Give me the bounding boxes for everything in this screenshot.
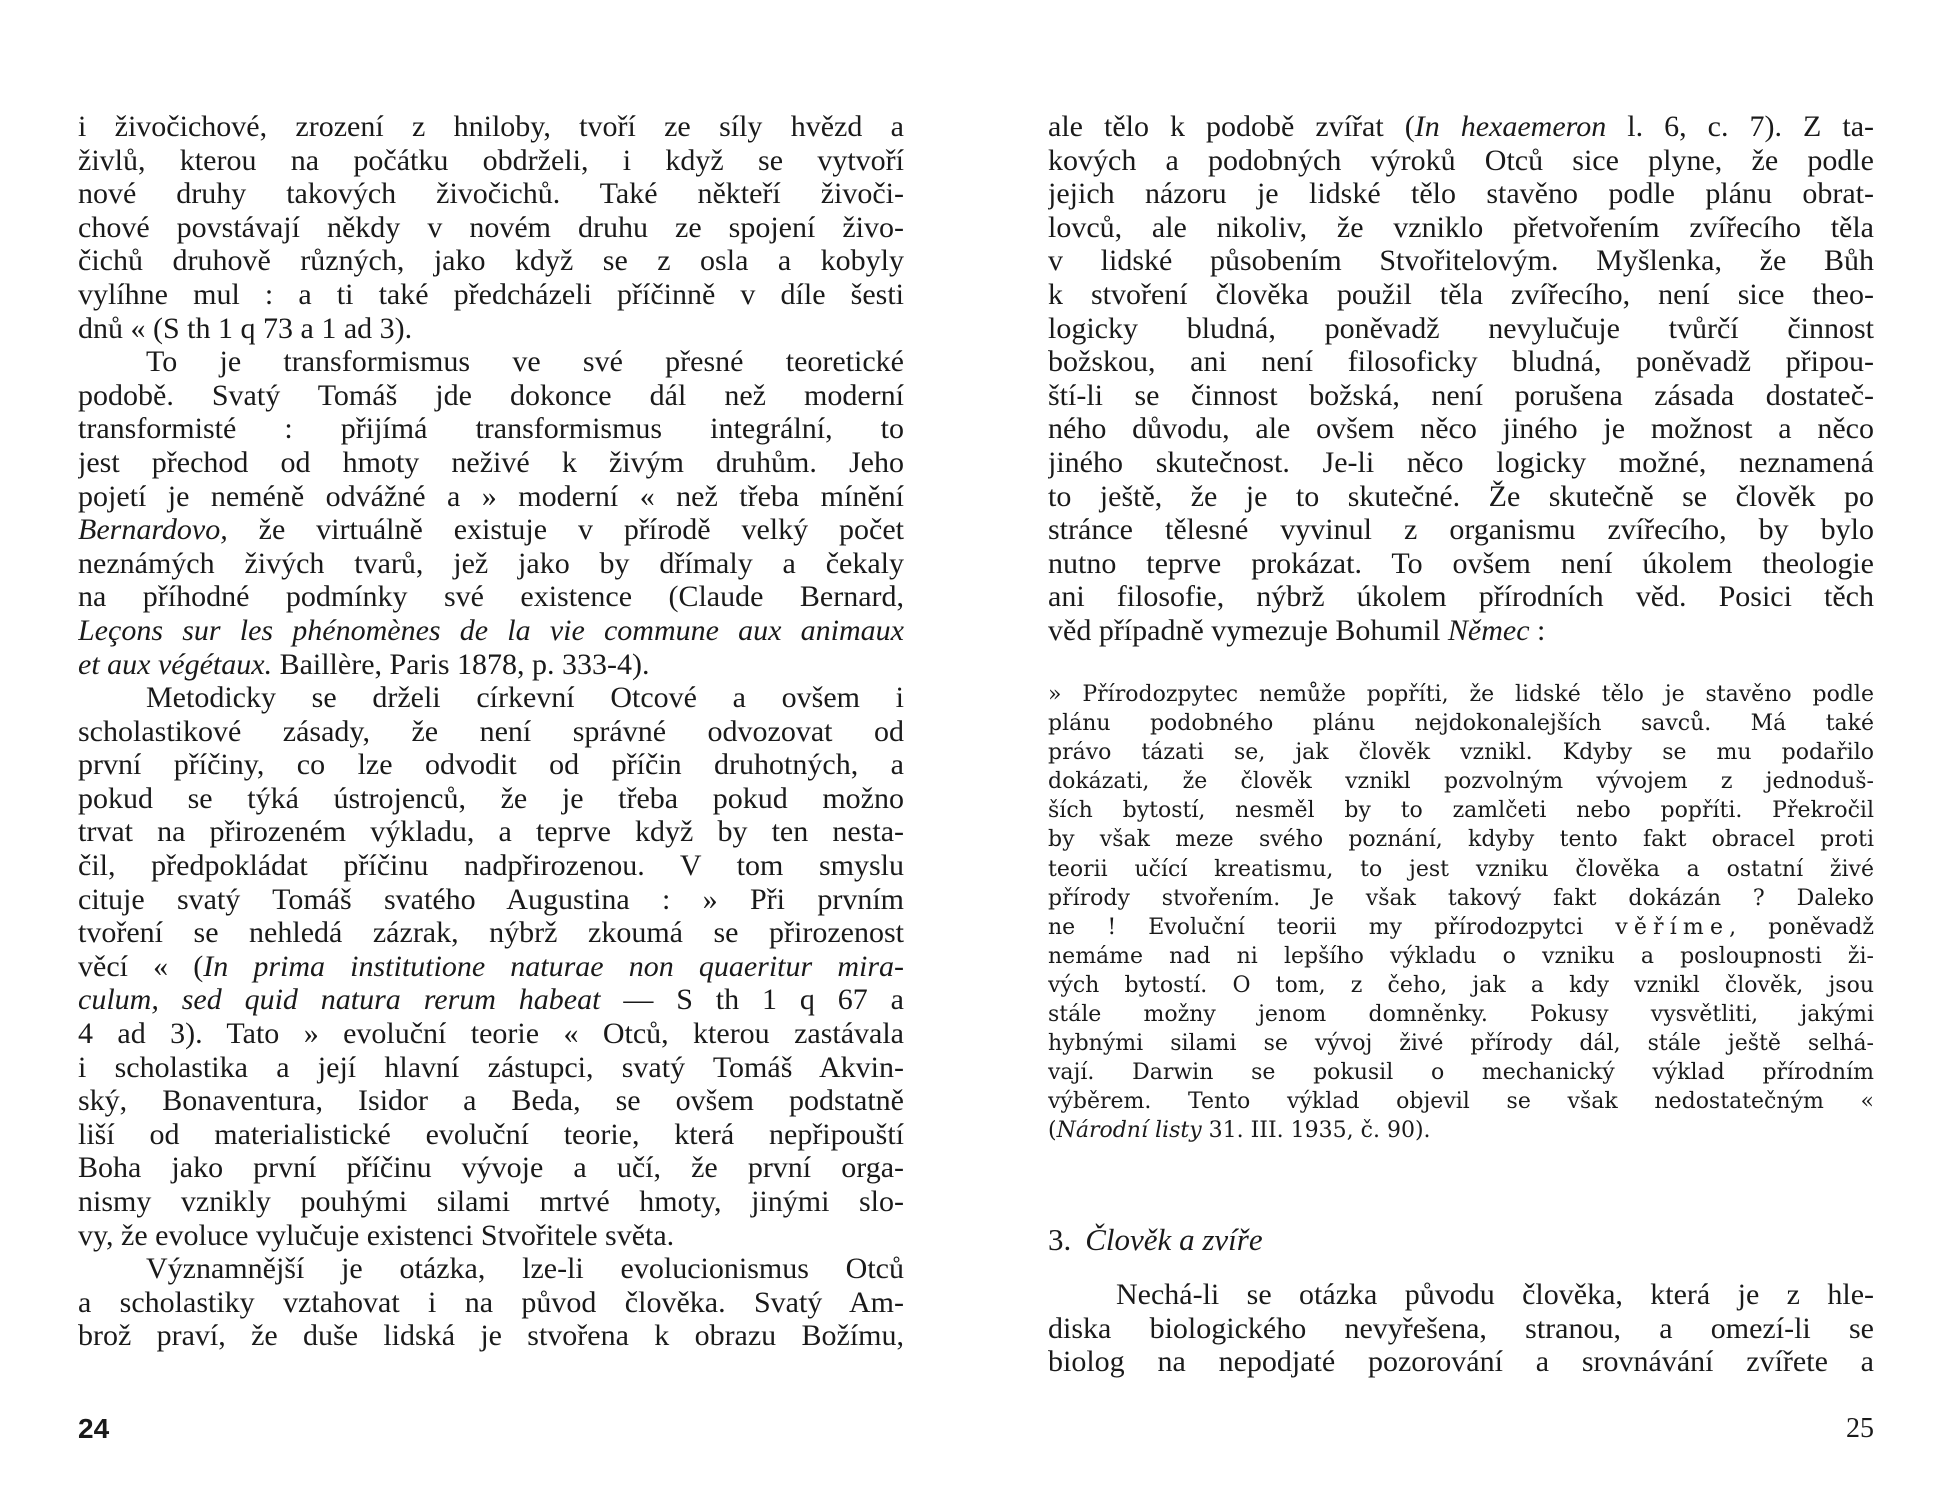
text-run: věcí « ( — [78, 949, 204, 983]
text-line — [78, 244, 904, 278]
text-line — [78, 446, 904, 480]
nemec-quotation — [1048, 680, 1874, 1146]
text-run: Metodicky se drželi církevní Otcové a ovšem i — [146, 681, 904, 715]
text-line — [1048, 412, 1874, 446]
text-line — [78, 144, 904, 178]
text-line — [78, 345, 904, 379]
text-run: jiného skutečnost. Je-li něco logicky možné, neznamená — [1048, 445, 1874, 479]
text-line — [78, 1319, 904, 1353]
text-run: Významnější je otázka, lze-li evolucionismus Otců — [146, 1252, 904, 1286]
text-line — [78, 1252, 904, 1286]
text-run: ale tělo k podobě zvířat ( — [1048, 110, 1415, 143]
text-line — [78, 1185, 904, 1219]
text-run: ( — [1048, 1118, 1057, 1144]
text-run: přírody stvořením. Je však takový fakt dokázán ? Daleko — [1048, 885, 1874, 911]
text-run: nutno teprve prokázat. To ovšem není úkolem theologie — [1048, 546, 1874, 580]
text-line — [1048, 446, 1874, 480]
text-line — [78, 1051, 904, 1085]
text-run: nové druhy takových živočichů. Také někteří živoči- — [78, 177, 904, 211]
text-line — [78, 211, 904, 245]
text-run: lovců, ale nikoliv, že vzniklo přetvořením zvířecího těla — [1048, 210, 1874, 244]
text-run: dnů « (S th 1 q 73 a 1 ad 3). — [78, 311, 413, 345]
text-line — [78, 748, 904, 782]
text-line — [1048, 971, 1874, 1000]
italic-text: Němec — [1447, 613, 1530, 647]
text-line — [78, 547, 904, 581]
text-run: : — [1529, 613, 1546, 647]
text-line — [78, 715, 904, 749]
text-line — [78, 110, 904, 144]
text-line — [1048, 767, 1874, 796]
text-line — [78, 513, 904, 547]
text-line — [1048, 709, 1874, 738]
text-run: chové povstávají někdy v novém druhu ze spojení živo- — [78, 210, 904, 244]
text-run: jest přechod od hmoty neživé k živým druhům. Jeho — [78, 445, 904, 479]
text-run: v lidské působením Stvořitelovým. Myšlenka, že Bůh — [1048, 244, 1874, 278]
text-line — [78, 916, 904, 950]
text-line — [1048, 1345, 1874, 1379]
text-run: Baillère, Paris 1878, p. 333-4). — [272, 647, 650, 681]
text-line — [78, 412, 904, 446]
text-run: a scholastiky vztahovat i na původ člověka. Svatý Am- — [78, 1285, 904, 1319]
text-line — [1048, 1029, 1874, 1058]
text-line — [78, 580, 904, 614]
text-line — [1048, 796, 1874, 825]
text-line — [1048, 738, 1874, 767]
text-line — [78, 782, 904, 816]
left-page-text — [78, 110, 904, 1353]
text-line — [78, 278, 904, 312]
text-run: ani filosofie, nýbrž úkolem přírodních věd. Posici těch — [1048, 580, 1874, 614]
text-run: podobě. Svatý Tomáš jde dokonce dál než moderní — [78, 378, 904, 412]
italic-text: et aux végétaux. — [78, 647, 273, 681]
text-run: k stvoření člověka použil těla zvířecího, není sice theo- — [1048, 277, 1874, 311]
text-line — [78, 681, 904, 715]
text-line — [1048, 144, 1874, 178]
text-line — [1048, 110, 1874, 144]
text-run: 4 ad 3). Tato » evoluční teorie « Otců, kterou zastávala — [78, 1017, 904, 1051]
text-run: plánu podobného plánu nejdokonalejších savců. Má také — [1048, 711, 1874, 737]
text-run: kových a podobných výroků Otců sice plyne, že podle — [1048, 143, 1874, 177]
text-line — [1048, 855, 1874, 884]
right-page-text-after-heading — [1048, 1278, 1874, 1379]
text-run: čichů druhově různých, jako když se z osla a kobyly — [78, 244, 904, 278]
text-run: ští-li se činnost božská, není porušena zásada dostateč- — [1048, 378, 1874, 412]
page-number-right: 25 — [1846, 1413, 1874, 1444]
text-run: právo tázati se, jak člověk vznikl. Kdyby se mu podařilo — [1048, 740, 1874, 766]
text-line — [78, 379, 904, 413]
text-run: nismy vznikly pouhými silami mrtvé hmoty, jinými slo- — [78, 1185, 904, 1218]
text-run: vých bytostí. O tom, z čeho, jak a kdy vznikl člověk, jsou — [1048, 972, 1874, 998]
text-line — [1048, 177, 1874, 211]
text-run: — S th 1 q 67 a — [600, 983, 904, 1017]
text-line — [1048, 614, 1874, 648]
text-line — [78, 1017, 904, 1051]
text-run: ších bytostí, nesměl by to zamlčeti nebo popříti. Překročil — [1048, 798, 1874, 824]
text-line — [1048, 379, 1874, 413]
text-run: transformisté : přijímá transformismus integrální, to — [78, 412, 904, 446]
text-run: stále možny jenom domněnky. Pokusy vysvětliti, jakými — [1048, 1002, 1874, 1028]
right-page-text — [1048, 110, 1874, 648]
italic-text: Národní listy — [1056, 1118, 1202, 1144]
italic-text: culum, sed quid natura rerum habeat — [78, 983, 601, 1017]
text-run: diska biologického nevyřešena, stranou, a omezí-li se — [1048, 1311, 1874, 1345]
text-line — [1048, 680, 1874, 709]
text-run: i scholastika a její hlavní zástupci, svatý Tomáš Akvin- — [78, 1050, 904, 1084]
text-line — [1048, 1058, 1874, 1087]
text-run: Boha jako první příčinu vývoje a učí, že první orga- — [78, 1151, 904, 1185]
text-line — [1048, 913, 1874, 942]
text-line — [78, 1286, 904, 1320]
text-run: 31. III. 1935, č. 90). — [1201, 1118, 1431, 1144]
text-line — [78, 312, 904, 346]
text-line — [1048, 580, 1874, 614]
text-line — [1048, 345, 1874, 379]
text-run: trvat na přirozeném výkladu, a teprve když by ten nesta- — [78, 815, 904, 849]
text-run: by však meze svého poznání, kdyby tento fakt obracel proti — [1048, 827, 1874, 853]
section-heading — [1048, 1222, 1263, 1258]
text-run: cituje svatý Tomáš svatého Augustina : » Při prvním — [78, 882, 904, 916]
text-line — [1048, 942, 1874, 971]
text-run: Nechá-li se otázka původu člověka, která je z hle- — [1116, 1278, 1874, 1311]
text-line — [78, 849, 904, 883]
text-line — [1048, 1312, 1874, 1346]
text-run: brož praví, že duše lidská je stvořena k obrazu Božímu, — [78, 1319, 904, 1353]
text-run: neznámých živých tvarů, jež jako by dřímaly a čekaly — [78, 546, 904, 580]
text-line — [78, 1118, 904, 1152]
text-line — [1048, 211, 1874, 245]
text-run: čil, předpokládat příčinu nadpřirozenou. V tom smyslu — [78, 849, 904, 883]
text-run: výběrem. Tento výklad objevil se však nedostatečným « — [1048, 1089, 1874, 1115]
text-line — [1048, 825, 1874, 854]
text-line — [1048, 547, 1874, 581]
text-run: liší od materialistické evoluční teorie, která nepřipouští — [78, 1117, 904, 1151]
text-line — [78, 950, 904, 984]
text-run: jejich názoru je lidské tělo stavěno podle plánu obrat- — [1048, 177, 1874, 211]
text-line — [78, 648, 904, 682]
text-run: scholastikové zásady, že není správné odvozovat od — [78, 714, 904, 748]
text-run: živlů, kterou na počátku obdrželi, i když se vytvoří — [78, 143, 904, 177]
text-line — [1048, 1278, 1874, 1312]
text-line — [78, 1219, 904, 1253]
text-line — [78, 983, 904, 1017]
text-run: hybnými silami se vývoj živé přírody dál, stále ještě selhá- — [1048, 1031, 1874, 1057]
text-run: pojetí je neméně odvážné a » moderní « než třeba mínění — [78, 479, 904, 513]
right-page — [968, 0, 1936, 1500]
text-run: ský, Bonaventura, Isidor a Beda, se ovšem podstatně — [78, 1084, 904, 1118]
text-line — [1048, 278, 1874, 312]
italic-text: Bernardovo, — [78, 513, 228, 547]
text-run: vají. Darwin se pokusil o mechanický výklad přírodním — [1048, 1060, 1874, 1086]
text-line — [1048, 312, 1874, 346]
text-run: to ještě, že je to skutečné. Že skutečně se člověk po — [1048, 479, 1874, 513]
text-run: dokázati, že člověk vznikl pozvolným vývojem z jednoduš- — [1048, 769, 1874, 795]
text-run: ného důvodu, ale ovšem něco jiného je možnost a něco — [1048, 412, 1874, 446]
italic-text: In hexaemeron — [1414, 110, 1607, 143]
text-run: na příhodné podmínky své existence (Claude Bernard, — [78, 580, 904, 614]
text-run: ne ! Evoluční teorii my přírodozpytci — [1048, 914, 1616, 940]
text-run: To je transformismus ve své přesné teoretické — [146, 345, 904, 379]
text-line — [1048, 480, 1874, 514]
text-line — [1048, 1087, 1874, 1116]
text-line — [78, 614, 904, 648]
text-line — [1048, 244, 1874, 278]
text-run: » Přírodozpytec nemůže popříti, že lidské tělo je stavěno podle — [1048, 682, 1874, 707]
text-run: l. 6, c. 7). Z ta- — [1606, 110, 1874, 143]
text-line — [78, 815, 904, 849]
text-run: , poněvadž — [1729, 914, 1874, 940]
text-line — [1048, 513, 1874, 547]
section-number: 3. — [1048, 1222, 1072, 1257]
text-run: biolog na nepodjaté pozorování a srovnávání zvířete a — [1048, 1345, 1874, 1379]
text-line — [78, 1151, 904, 1185]
italic-text: Leçons sur les phénomènes de la vie commune aux animaux — [78, 613, 904, 647]
text-run: první příčiny, co lze odvodit od příčin druhotných, a — [78, 748, 904, 782]
text-run: pokud se týká ústrojenců, že je třeba pokud možno — [78, 781, 904, 815]
section-title: Člověk a zvíře — [1085, 1222, 1263, 1257]
italic-text: In prima institutione naturae non quaeritur mira- — [203, 949, 904, 983]
text-line — [1048, 884, 1874, 913]
text-run: nemáme nad ni lepšího výkladu o vzniku a posloupnosti ži- — [1048, 943, 1874, 969]
text-run: věd případně vymezuje Bohumil — [1048, 613, 1448, 647]
page-number-left: 24 — [78, 1413, 110, 1444]
text-run: že virtuálně existuje v přírodě velký počet — [227, 513, 904, 547]
text-line — [78, 480, 904, 514]
text-run: tvoření se nehledá zázrak, nýbrž zkoumá se přirozenost — [78, 916, 904, 950]
text-run: božskou, ani není filosoficky bludná, poněvadž připou- — [1048, 345, 1874, 379]
text-run: i živočichové, zrození z hniloby, tvoří ze síly hvězd a — [78, 110, 904, 143]
text-run: vy, že evoluce vylučuje existenci Stvořitele světa. — [78, 1218, 675, 1252]
text-run: stránce tělesné vyvinul z organismu zvířecího, by bylo — [1048, 513, 1874, 547]
text-run: vylíhne mul : a ti také předcházeli příčinně v díle šesti — [78, 277, 904, 311]
text-line — [78, 883, 904, 917]
text-run: logicky bludná, poněvadž nevylučuje tvůrčí činnost — [1048, 311, 1874, 345]
text-line — [1048, 1116, 1874, 1145]
text-run: teorii učící kreatismu, to jest vzniku člověka a ostatní živé — [1048, 856, 1874, 882]
spaced-text: věříme — [1615, 914, 1730, 940]
text-line — [78, 1084, 904, 1118]
text-line — [1048, 1000, 1874, 1029]
text-line — [78, 177, 904, 211]
